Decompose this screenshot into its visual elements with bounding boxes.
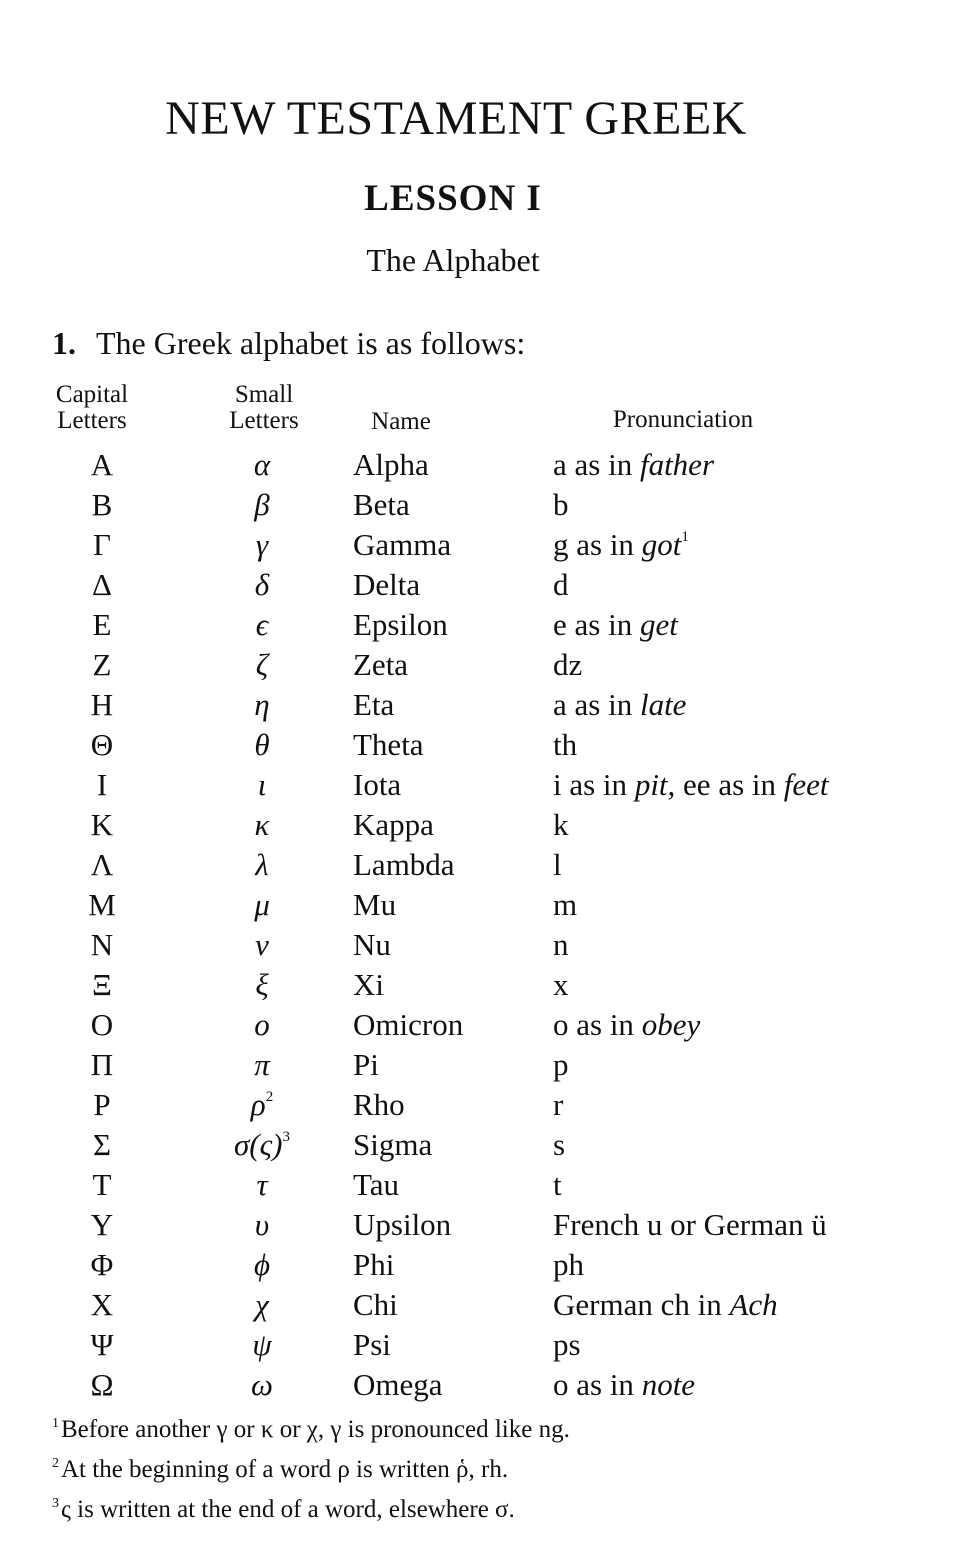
letter-name: Omicron (353, 1007, 464, 1042)
pronunciation-text: s (553, 1127, 566, 1162)
small-letter-cell (222, 725, 302, 765)
table-row (0, 445, 960, 485)
capital-letter: Ω (90, 1367, 114, 1402)
capital-letter: Τ (92, 1167, 112, 1202)
footnote-text: At the beginning of a word ρ is written ῥ, rh. (61, 1456, 509, 1483)
letter-name: Theta (353, 727, 424, 762)
capital-letter: Μ (88, 887, 116, 922)
capital-letter: Ν (90, 927, 114, 962)
letter-name: Epsilon (353, 607, 448, 642)
pronunciation-cell (553, 1365, 695, 1405)
pronunciation-cell (553, 485, 569, 525)
letter-name: Kappa (353, 807, 434, 842)
letter-name: Upsilon (353, 1207, 452, 1242)
letter-name: Beta (353, 487, 410, 522)
table-row (0, 925, 960, 965)
small-letter: χ (255, 1287, 269, 1322)
capital-letter: Σ (92, 1127, 112, 1162)
pronunciation-text: x (553, 967, 569, 1002)
small-letter-cell (222, 925, 302, 965)
small-letter-cell (222, 685, 302, 725)
pronunciation-cell (553, 1085, 563, 1125)
small-letter-cell (222, 645, 302, 685)
pronunciation-cell (553, 885, 577, 925)
pronunciation-example: Ach (729, 1287, 778, 1322)
table-row (0, 1285, 960, 1325)
small-letter: σ(ς) (233, 1127, 283, 1162)
small-letter: κ (254, 807, 270, 842)
small-letter-cell (222, 1165, 302, 1205)
intro-paragraph (52, 327, 525, 359)
small-letter: β (254, 487, 270, 522)
pronunciation-text: French u or German ü (553, 1207, 827, 1242)
header-pronunciation: Pronunciation (612, 406, 754, 433)
capital-letter: Λ (90, 847, 114, 882)
table-row (0, 965, 960, 1005)
pronunciation-cell (553, 1325, 581, 1365)
header-capital-line2: Letters (57, 407, 127, 435)
pronunciation-text: r (553, 1087, 564, 1122)
small-letter-cell (222, 565, 302, 605)
small-letter-cell (222, 1045, 302, 1085)
small-letter-cell (222, 1085, 302, 1125)
pronunciation-text: t (553, 1167, 562, 1202)
small-letter: μ (254, 887, 270, 922)
capital-letter: Α (90, 447, 114, 482)
pronunciation-cell (553, 1165, 562, 1205)
small-letter: δ (254, 567, 270, 602)
alphabet-table (0, 445, 960, 1405)
small-letter: υ (254, 1207, 270, 1242)
table-row (0, 1325, 960, 1365)
pronunciation-text: i as in (553, 767, 635, 802)
pronunciation-text: a as in (553, 687, 640, 722)
intro-text: The Greek alphabet is as follows: (96, 325, 526, 361)
page-title: NEW TESTAMENT GREEK (165, 92, 747, 145)
pronunciation-cell (553, 1125, 565, 1165)
pronunciation-cell (553, 1285, 778, 1325)
table-row (0, 1085, 960, 1125)
pronunciation-cell (553, 805, 569, 845)
small-letter: η (254, 687, 270, 722)
footnote-mark: 1 (52, 1416, 59, 1431)
small-letter: θ (254, 727, 270, 762)
small-letter: ο (254, 1007, 270, 1042)
small-letter-cell (222, 1005, 302, 1045)
pronunciation-cell (553, 645, 582, 685)
small-letter-cell (222, 765, 302, 805)
capital-letter: Θ (90, 727, 114, 762)
footnote (52, 1450, 932, 1490)
footnote-ref: 2 (265, 1089, 274, 1105)
small-letter-cell (222, 805, 302, 845)
pronunciation-text: m (553, 887, 578, 922)
footnote-ref: 1 (681, 529, 689, 545)
letter-name: Gamma (353, 527, 452, 562)
pronunciation-example: note (641, 1367, 696, 1402)
table-row (0, 1045, 960, 1085)
small-letter: ν (255, 927, 269, 962)
capital-letter: Ε (92, 607, 112, 642)
header-capital-line1: Capital (55, 381, 129, 408)
small-letter: ϵ (255, 607, 269, 642)
pronunciation-cell (553, 605, 678, 645)
small-letter: ζ (255, 647, 269, 682)
small-letter: λ (255, 847, 269, 882)
pronunciation-cell (553, 565, 569, 605)
pronunciation-example: pit, (634, 767, 676, 802)
capital-letter: Η (90, 687, 114, 722)
small-letter: γ (255, 527, 269, 562)
letter-name: Pi (353, 1047, 379, 1082)
pronunciation-text: n (553, 927, 569, 962)
table-row (0, 1125, 960, 1165)
capital-letter: Ψ (90, 1327, 114, 1362)
capital-letter: Ι (96, 767, 108, 802)
pronunciation-example: get (639, 607, 678, 642)
capital-letter: Ο (90, 1007, 114, 1042)
small-letter: π (254, 1047, 270, 1082)
small-letter: ρ (250, 1087, 266, 1122)
table-row (0, 645, 960, 685)
pronunciation-example: father (639, 447, 715, 482)
footnotes (52, 1410, 932, 1530)
small-letter: ψ (252, 1327, 272, 1362)
pronunciation-cell (553, 965, 569, 1005)
pronunciation-text: ps (553, 1327, 581, 1362)
pronunciation-cell (553, 845, 562, 885)
capital-letter: Ρ (93, 1087, 111, 1122)
pronunciation-example-extra: feet (783, 767, 829, 802)
small-letter-cell (222, 525, 302, 565)
small-letter-cell (222, 605, 302, 645)
pronunciation-text: o as in (553, 1007, 642, 1042)
small-letter: ω (251, 1367, 273, 1402)
small-letter: α (253, 447, 271, 482)
pronunciation-text: German ch in (553, 1287, 730, 1322)
pronunciation-text: b (553, 487, 569, 522)
table-row (0, 1205, 960, 1245)
footnote (52, 1410, 932, 1450)
capital-letter: Υ (90, 1207, 114, 1242)
capital-letter: Γ (93, 527, 111, 562)
header-capital-letters (42, 382, 142, 435)
capital-letter: Β (91, 487, 113, 522)
small-letter-cell (222, 1125, 302, 1165)
table-row (0, 485, 960, 525)
letter-name: Xi (353, 967, 384, 1002)
header-name: Name (371, 408, 431, 435)
table-row (0, 805, 960, 845)
small-letter: τ (256, 1167, 268, 1202)
pronunciation-example: obey (641, 1007, 701, 1042)
capital-letter: Δ (92, 567, 112, 602)
letter-name: Tau (353, 1167, 400, 1202)
letter-name: Omega (353, 1367, 443, 1402)
pronunciation-text: p (553, 1047, 569, 1082)
small-letter: ϕ (253, 1247, 271, 1282)
letter-name: Delta (353, 567, 421, 602)
letter-name: Iota (353, 767, 402, 802)
capital-letter: Ζ (92, 647, 112, 682)
capital-letter: Κ (90, 807, 114, 842)
pronunciation-text: ph (553, 1247, 584, 1282)
footnote (52, 1490, 932, 1530)
small-letter-cell (222, 1205, 302, 1245)
table-row (0, 725, 960, 765)
header-small-letters (212, 382, 316, 435)
table-row (0, 1165, 960, 1205)
small-letter-cell (222, 965, 302, 1005)
pronunciation-cell (553, 1045, 569, 1085)
pronunciation-text: th (553, 727, 578, 762)
letter-name: Lambda (353, 847, 455, 882)
pronunciation-text: g as in (553, 527, 642, 562)
pronunciation-cell (553, 1205, 827, 1245)
pronunciation-cell (553, 685, 686, 725)
table-row (0, 1245, 960, 1285)
small-letter-cell (222, 485, 302, 525)
pronunciation-cell (553, 765, 829, 805)
letter-name: Mu (353, 887, 397, 922)
table-row (0, 1365, 960, 1405)
pronunciation-example: late (639, 687, 687, 722)
pronunciation-text: k (553, 807, 569, 842)
capital-letter: Χ (90, 1287, 114, 1322)
small-letter-cell (222, 885, 302, 925)
pronunciation-text: o as in (553, 1367, 642, 1402)
letter-name: Eta (353, 687, 395, 722)
lesson-heading: LESSON I (364, 178, 542, 219)
pronunciation-text: a as in (553, 447, 640, 482)
letter-name: Zeta (353, 647, 409, 682)
letter-name: Rho (353, 1087, 405, 1122)
table-row (0, 685, 960, 725)
table-row (0, 525, 960, 565)
letter-name: Chi (353, 1287, 398, 1322)
capital-letter: Φ (90, 1247, 114, 1282)
table-row (0, 605, 960, 645)
footnote-text: ς is written at the end of a word, elsewhere σ. (61, 1496, 515, 1523)
section-subtitle: The Alphabet (366, 242, 540, 278)
pronunciation-cell (553, 925, 569, 965)
letter-name: Phi (353, 1247, 395, 1282)
table-row (0, 885, 960, 925)
capital-letter: Π (90, 1047, 114, 1082)
pronunciation-text-extra: ee as in (675, 767, 784, 802)
table-row (0, 565, 960, 605)
table-row (0, 765, 960, 805)
table-row (0, 1005, 960, 1045)
pronunciation-cell (553, 1005, 700, 1045)
letter-name: Alpha (353, 447, 429, 482)
table-row (0, 845, 960, 885)
paragraph-number: 1. (52, 325, 76, 361)
capital-letter: Ξ (92, 967, 112, 1002)
pronunciation-text: d (553, 567, 569, 602)
small-letter: ι (257, 767, 267, 802)
pronunciation-cell (553, 1245, 584, 1285)
footnote-ref: 3 (282, 1129, 290, 1145)
footnote-mark: 2 (52, 1456, 59, 1471)
small-letter-cell (222, 1365, 302, 1405)
pronunciation-example: got (641, 527, 682, 562)
footnote-text: Before another γ or κ or χ, γ is pronounced like ng. (61, 1416, 570, 1443)
letter-name: Nu (353, 927, 391, 962)
pronunciation-text: l (553, 847, 562, 882)
pronunciation-cell (553, 725, 577, 765)
small-letter-cell (222, 445, 302, 485)
small-letter: ξ (255, 967, 269, 1002)
letter-name: Sigma (353, 1127, 433, 1162)
pronunciation-text: dz (553, 647, 583, 682)
small-letter-cell (222, 1245, 302, 1285)
header-small-line1: Small (234, 381, 294, 408)
small-letter-cell (222, 1285, 302, 1325)
letter-name: Psi (353, 1327, 391, 1362)
pronunciation-text: e as in (553, 607, 640, 642)
footnote-mark: 3 (52, 1496, 59, 1511)
small-letter-cell (222, 1325, 302, 1365)
pronunciation-cell (553, 445, 714, 485)
pronunciation-cell (553, 525, 689, 565)
header-small-line2: Letters (229, 407, 299, 435)
small-letter-cell (222, 845, 302, 885)
